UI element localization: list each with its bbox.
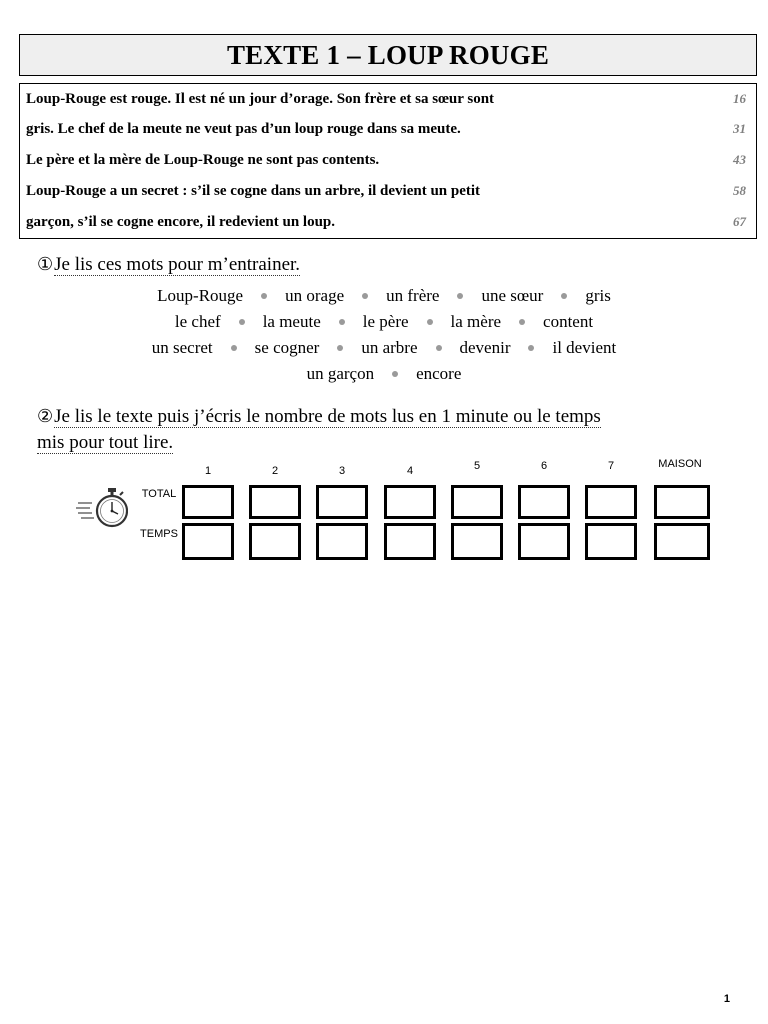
exercise2-text-line1: Je lis le texte puis j’écris le nombre de mots lus en 1 minute ou le temps	[54, 406, 601, 427]
exercise2-number: ②	[37, 406, 54, 426]
word: un garçon	[306, 364, 375, 383]
temps-box[interactable]	[518, 523, 570, 560]
total-box[interactable]	[451, 485, 503, 519]
row-label-total: TOTAL	[141, 488, 177, 500]
bullet-icon	[239, 319, 245, 325]
bullet-icon	[519, 319, 525, 325]
temps-box[interactable]	[451, 523, 503, 560]
temps-box[interactable]	[316, 523, 368, 560]
bullet-icon	[528, 345, 534, 351]
text-line	[26, 91, 746, 115]
column-label: MAISON	[658, 458, 702, 470]
temps-box[interactable]	[585, 523, 637, 560]
text-line	[26, 152, 746, 176]
bullet-icon	[362, 293, 368, 299]
word: un arbre	[361, 338, 418, 357]
text-line	[26, 121, 746, 145]
word-count: 58	[733, 183, 746, 198]
word-count: 16	[733, 91, 746, 106]
word: gris	[585, 286, 611, 305]
bullet-icon	[457, 293, 463, 299]
text-line	[26, 214, 746, 238]
bullet-icon	[392, 371, 398, 377]
text-line-content: garçon, s’il se cogne encore, il redevient un loup.	[26, 214, 336, 230]
column-label: 4	[406, 465, 414, 477]
total-box[interactable]	[384, 485, 436, 519]
column-label: 6	[540, 460, 548, 472]
word-row	[0, 312, 768, 332]
exercise2-instruction	[37, 403, 601, 456]
word: un orage	[285, 286, 345, 305]
exercise2-text-line2: mis pour tout lire.	[37, 432, 174, 453]
word: devenir	[459, 338, 511, 357]
bullet-icon	[231, 345, 237, 351]
bullet-icon	[337, 345, 343, 351]
word: content	[543, 312, 594, 331]
bullet-icon	[261, 293, 267, 299]
word: il devient	[552, 338, 617, 357]
word-row	[0, 364, 768, 384]
text-line-content: Loup-Rouge a un secret : s’il se cogne dans un arbre, il devient un petit	[26, 183, 481, 199]
column-label: 1	[204, 465, 212, 477]
word: encore	[416, 364, 462, 383]
text-line-content: Le père et la mère de Loup-Rouge ne sont pas contents.	[26, 152, 380, 168]
temps-box[interactable]	[249, 523, 301, 560]
word-count: 43	[733, 152, 746, 167]
text-line-content: Loup-Rouge est rouge. Il est né un jour d’orage. Son frère et sa sœur sont	[26, 91, 495, 107]
total-box[interactable]	[249, 485, 301, 519]
column-label: 7	[607, 460, 615, 472]
exercise1-instruction	[37, 254, 300, 276]
column-label: 5	[473, 460, 481, 472]
word: se cogner	[254, 338, 320, 357]
word: une sœur	[481, 286, 544, 305]
title-box	[19, 34, 757, 76]
text-line-content: gris. Le chef de la meute ne veut pas d’un loup rouge dans sa meute.	[26, 121, 461, 137]
page-title: TEXTE 1 – LOUP ROUGE	[226, 39, 550, 70]
page-number: 1	[723, 993, 730, 1005]
word-count: 67	[733, 214, 746, 229]
exercise1-text: Je lis ces mots pour m’entrainer.	[54, 254, 301, 275]
temps-box[interactable]	[654, 523, 710, 560]
word-row	[0, 338, 768, 358]
column-label: 3	[338, 465, 346, 477]
total-box[interactable]	[182, 485, 234, 519]
total-box[interactable]	[585, 485, 637, 519]
bullet-icon	[436, 345, 442, 351]
word: la meute	[262, 312, 321, 331]
text-line	[26, 183, 746, 207]
exercise1-number: ①	[37, 254, 54, 274]
word-count: 31	[733, 121, 746, 136]
total-box[interactable]	[316, 485, 368, 519]
row-label-temps: TEMPS	[140, 528, 178, 540]
total-box[interactable]	[518, 485, 570, 519]
temps-box[interactable]	[384, 523, 436, 560]
total-box[interactable]	[654, 485, 710, 519]
word: le père	[362, 312, 409, 331]
word: un frère	[386, 286, 440, 305]
word-row	[0, 286, 768, 306]
stopwatch-icon	[76, 487, 128, 529]
bullet-icon	[427, 319, 433, 325]
bullet-icon	[339, 319, 345, 325]
word: le chef	[174, 312, 221, 331]
word: un secret	[151, 338, 213, 357]
reading-text-box	[19, 83, 757, 239]
column-label: 2	[271, 465, 279, 477]
word: la mère	[450, 312, 502, 331]
bullet-icon	[561, 293, 567, 299]
word: Loup-Rouge	[157, 286, 244, 305]
temps-box[interactable]	[182, 523, 234, 560]
